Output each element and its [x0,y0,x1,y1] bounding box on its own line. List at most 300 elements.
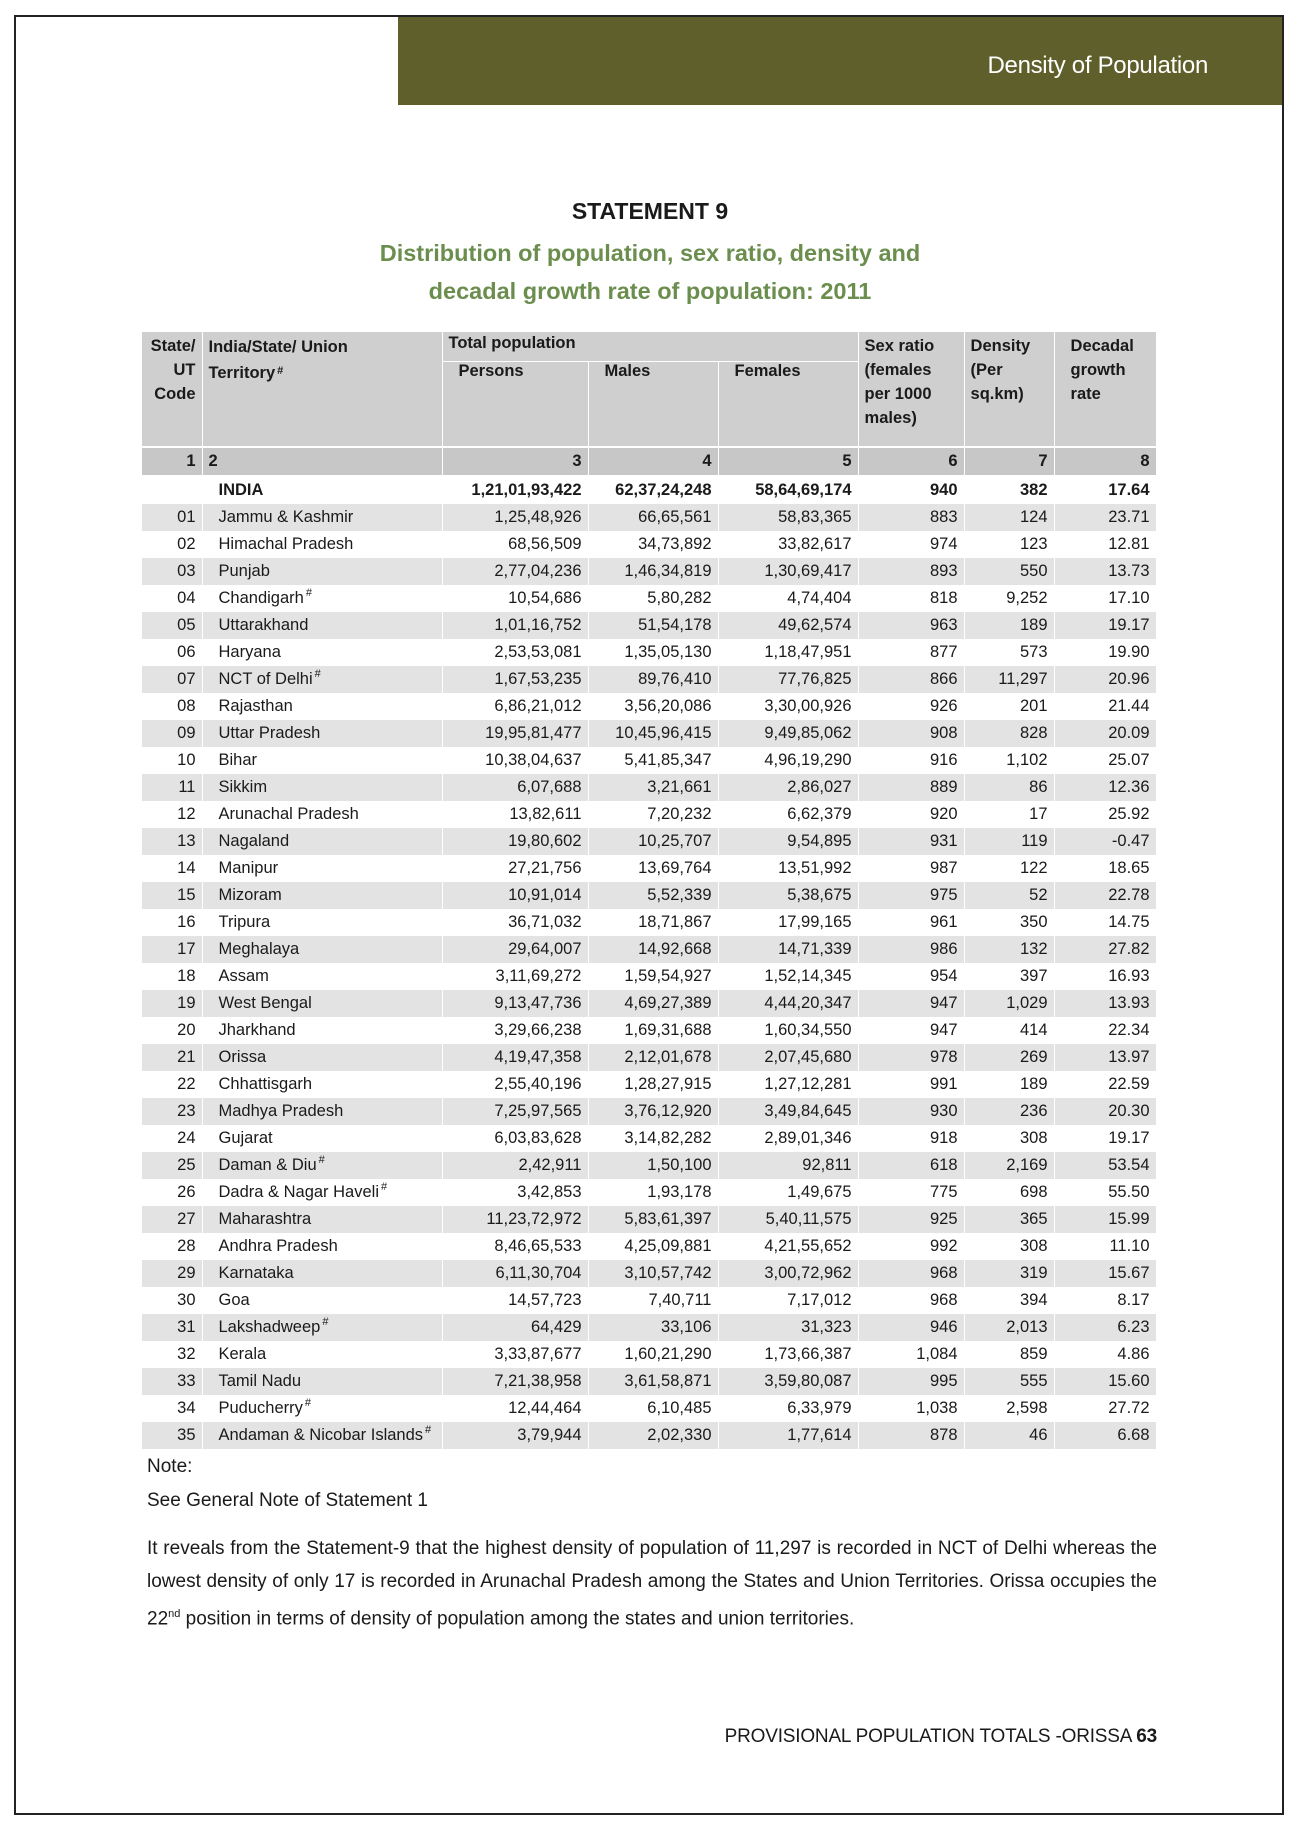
state-name [202,1422,442,1449]
males-value: 3,61,58,871 [588,1368,718,1395]
growth-value: 6.68 [1054,1422,1156,1449]
table-row [142,801,1156,828]
header-sex-ratio [858,332,964,447]
state-name [202,1179,442,1206]
sex-ratio-value: 1,038 [858,1395,964,1422]
paragraph-ordinal-suffix: nd [168,1608,181,1620]
males-value: 3,76,12,920 [588,1098,718,1125]
state-code: 30 [142,1287,202,1314]
table-row [142,1071,1156,1098]
state-name-text: Jharkhand [218,1021,296,1039]
sex-ratio-value: 987 [858,855,964,882]
state-name-text: Madhya Pradesh [218,1102,344,1120]
males-value: 4,25,09,881 [588,1233,718,1260]
growth-value: 20.96 [1054,666,1156,693]
sex-ratio-value: 947 [858,990,964,1017]
persons-value: 3,79,944 [442,1422,588,1449]
females-value: 49,62,574 [718,612,858,639]
state-name-text: Sikkim [218,778,268,796]
density-value: 132 [964,936,1054,963]
column-number: 6 [858,447,964,476]
sex-ratio-value: 877 [858,639,964,666]
india-density: 382 [964,476,1054,504]
growth-value: 15.99 [1054,1206,1156,1233]
growth-value: 4.86 [1054,1341,1156,1368]
state-code: 03 [142,558,202,585]
sex-ratio-value: 883 [858,504,964,531]
sex-ratio-value: 1,084 [858,1341,964,1368]
state-name-text: Chandigarh [218,589,304,607]
state-code: 09 [142,720,202,747]
statement-number: STATEMENT 9 [571,198,729,224]
sex-ratio-value: 925 [858,1206,964,1233]
state-code: 33 [142,1368,202,1395]
state-code: 18 [142,963,202,990]
persons-value: 2,77,04,236 [442,558,588,585]
state-name-text: Orissa [218,1048,267,1066]
females-value: 9,49,85,062 [718,720,858,747]
header-growth-label: Decadal growth rate [1070,337,1134,403]
males-value: 3,10,57,742 [588,1260,718,1287]
population-table [142,332,1157,1449]
header-males: Males [588,362,718,447]
state-name-text: Meghalaya [218,940,300,958]
state-name-text: Bihar [218,751,258,769]
state-code: 27 [142,1206,202,1233]
state-name-text: Punjab [218,562,270,580]
india-growth: 17.64 [1054,476,1156,504]
males-value: 5,52,339 [588,882,718,909]
header-name [202,332,442,447]
sex-ratio-value: 974 [858,531,964,558]
sex-ratio-value: 954 [858,963,964,990]
males-value: 51,54,178 [588,612,718,639]
state-name-text: Uttarakhand [218,616,309,634]
state-name-text: Manipur [218,859,279,877]
growth-value: 11.10 [1054,1233,1156,1260]
state-name [202,1368,442,1395]
india-name: INDIA [202,476,442,504]
growth-value: 25.07 [1054,747,1156,774]
table-row [142,936,1156,963]
state-name-text: Assam [218,967,269,985]
persons-value: 27,21,756 [442,855,588,882]
females-value: 6,33,979 [718,1395,858,1422]
males-value: 5,83,61,397 [588,1206,718,1233]
table-row [142,639,1156,666]
persons-value: 2,53,53,081 [442,639,588,666]
state-name [202,1395,442,1422]
hash-mark: # [277,365,284,377]
males-value: 89,76,410 [588,666,718,693]
state-code: 04 [142,585,202,612]
header-sex-ratio-label: Sex ratio (females per 1000 males) [864,337,935,427]
females-value: 31,323 [718,1314,858,1341]
growth-value: 55.50 [1054,1179,1156,1206]
section-title: Density of Population [987,52,1208,79]
state-name-text: Karnataka [218,1264,294,1282]
sex-ratio-value: 991 [858,1071,964,1098]
growth-value: 19.17 [1054,1125,1156,1152]
females-value: 3,49,84,645 [718,1098,858,1125]
table-row [142,747,1156,774]
males-value: 66,65,561 [588,504,718,531]
males-value: 10,25,707 [588,828,718,855]
state-code: 22 [142,1071,202,1098]
density-value: 859 [964,1341,1054,1368]
column-number: 3 [442,447,588,476]
females-value: 1,77,614 [718,1422,858,1449]
males-value: 7,40,711 [588,1287,718,1314]
persons-value: 9,13,47,736 [442,990,588,1017]
density-value: 122 [964,855,1054,882]
state-name [202,666,442,693]
state-name [202,531,442,558]
persons-value: 6,03,83,628 [442,1125,588,1152]
sex-ratio-value: 893 [858,558,964,585]
table-row [142,1341,1156,1368]
union-territory-mark: # [381,1181,388,1193]
state-name-text: Andaman & Nicobar Islands [218,1426,424,1444]
females-value: 1,30,69,417 [718,558,858,585]
state-code: 20 [142,1017,202,1044]
persons-value: 19,95,81,477 [442,720,588,747]
females-value: 14,71,339 [718,936,858,963]
table-row [142,1179,1156,1206]
statement-title [0,234,1300,310]
table-row [142,774,1156,801]
males-value: 34,73,892 [588,531,718,558]
state-code: 02 [142,531,202,558]
state-name [202,1098,442,1125]
table-row [142,1314,1156,1341]
table-row [142,963,1156,990]
paragraph-text-2: position in terms of density of population among the states and union territories. [180,1608,855,1630]
state-name [202,1287,442,1314]
column-number: 4 [588,447,718,476]
union-territory-mark: # [314,668,321,680]
table-row [142,1044,1156,1071]
females-value: 6,62,379 [718,801,858,828]
growth-value: 27.72 [1054,1395,1156,1422]
state-name [202,1017,442,1044]
persons-value: 8,46,65,533 [442,1233,588,1260]
density-value: 414 [964,1017,1054,1044]
note [147,1450,428,1518]
union-territory-mark: # [304,1397,312,1409]
density-value: 2,598 [964,1395,1054,1422]
state-name-text: Tamil Nadu [218,1372,302,1390]
growth-value: 15.60 [1054,1368,1156,1395]
density-value: 123 [964,531,1054,558]
table-row [142,882,1156,909]
header-name-label [209,334,349,386]
persons-value: 1,01,16,752 [442,612,588,639]
growth-value: 23.71 [1054,504,1156,531]
males-value: 7,20,232 [588,801,718,828]
females-value: 2,07,45,680 [718,1044,858,1071]
growth-value: 6.23 [1054,1314,1156,1341]
growth-value: 13.97 [1054,1044,1156,1071]
density-value: 2,013 [964,1314,1054,1341]
persons-value: 10,38,04,637 [442,747,588,774]
column-number: 2 [202,447,442,476]
growth-value: 22.78 [1054,882,1156,909]
table-row [142,1206,1156,1233]
state-code: 23 [142,1098,202,1125]
persons-value: 6,86,21,012 [442,693,588,720]
females-value: 1,52,14,345 [718,963,858,990]
page-number: 63 [1136,1726,1157,1747]
persons-value: 1,67,53,235 [442,666,588,693]
males-value: 3,21,661 [588,774,718,801]
state-name [202,936,442,963]
persons-value: 3,11,69,272 [442,963,588,990]
growth-value: 12.81 [1054,531,1156,558]
paragraph-text-1: It reveals from the Statement-9 that the highest density of population of 11,297 is recorded in NCT of Delhi whereas the lowest density of only 17 is recorded in Arunachal Pradesh among the States and Union Territories. Orissa occupies the 22 [147,1538,1157,1630]
state-name [202,693,442,720]
females-value: 3,00,72,962 [718,1260,858,1287]
males-value: 1,59,54,927 [588,963,718,990]
state-code: 12 [142,801,202,828]
females-value: 33,82,617 [718,531,858,558]
state-name [202,558,442,585]
sex-ratio-value: 975 [858,882,964,909]
state-name-text: Himachal Pradesh [218,535,354,553]
males-value: 2,12,01,678 [588,1044,718,1071]
density-value: 86 [964,774,1054,801]
sex-ratio-value: 878 [858,1422,964,1449]
column-number: 1 [142,447,202,476]
males-value: 3,56,20,086 [588,693,718,720]
sex-ratio-value: 963 [858,612,964,639]
state-name [202,828,442,855]
state-name [202,1152,442,1179]
column-number: 5 [718,447,858,476]
state-name-text: Lakshadweep [218,1318,321,1336]
growth-value: 22.59 [1054,1071,1156,1098]
density-value: 2,169 [964,1152,1054,1179]
growth-value: 17.10 [1054,585,1156,612]
sex-ratio-value: 986 [858,936,964,963]
state-name [202,720,442,747]
state-name [202,774,442,801]
density-value: 9,252 [964,585,1054,612]
sex-ratio-value: 931 [858,828,964,855]
state-name-text: Goa [218,1291,250,1309]
state-code: 13 [142,828,202,855]
growth-value: 21.44 [1054,693,1156,720]
state-code: 10 [142,747,202,774]
state-name [202,882,442,909]
density-value: 828 [964,720,1054,747]
india-row [142,476,1156,504]
females-value: 1,27,12,281 [718,1071,858,1098]
females-value: 1,18,47,951 [718,639,858,666]
growth-value: 53.54 [1054,1152,1156,1179]
sex-ratio-value: 946 [858,1314,964,1341]
state-name-text: NCT of Delhi [218,670,313,688]
state-code: 16 [142,909,202,936]
table-row [142,1287,1156,1314]
state-code: 24 [142,1125,202,1152]
density-value: 17 [964,801,1054,828]
density-value: 236 [964,1098,1054,1125]
persons-value: 10,54,686 [442,585,588,612]
state-code: 07 [142,666,202,693]
sex-ratio-value: 920 [858,801,964,828]
state-name [202,1260,442,1287]
page-footer [725,1726,1157,1748]
males-value: 13,69,764 [588,855,718,882]
sex-ratio-value: 926 [858,693,964,720]
column-number: 7 [964,447,1054,476]
note-label: Note: [147,1456,193,1477]
growth-value: 8.17 [1054,1287,1156,1314]
density-value: 550 [964,558,1054,585]
density-value: 52 [964,882,1054,909]
table-row [142,531,1156,558]
column-number: 8 [1054,447,1156,476]
state-name-text: Andhra Pradesh [218,1237,338,1255]
females-value: 1,49,675 [718,1179,858,1206]
union-territory-mark: # [322,1316,329,1328]
density-value: 573 [964,639,1054,666]
table-row [142,909,1156,936]
sex-ratio-value: 918 [858,1125,964,1152]
density-value: 189 [964,612,1054,639]
males-value: 14,92,668 [588,936,718,963]
header-total-population: Total population [442,332,858,362]
females-value: 13,51,992 [718,855,858,882]
females-value: 1,73,66,387 [718,1341,858,1368]
persons-value: 7,21,38,958 [442,1368,588,1395]
persons-value: 14,57,723 [442,1287,588,1314]
males-value: 1,93,178 [588,1179,718,1206]
females-value: 4,96,19,290 [718,747,858,774]
state-name-text: Tripura [218,913,271,931]
note-text: See General Note of Statement 1 [147,1490,428,1511]
females-value: 3,59,80,087 [718,1368,858,1395]
state-name-text: West Bengal [218,994,312,1012]
growth-value: 20.30 [1054,1098,1156,1125]
persons-value: 3,33,87,677 [442,1341,588,1368]
density-value: 1,029 [964,990,1054,1017]
table-row [142,666,1156,693]
density-value: 397 [964,963,1054,990]
persons-value: 29,64,007 [442,936,588,963]
state-code: 34 [142,1395,202,1422]
females-value: 9,54,895 [718,828,858,855]
persons-value: 10,91,014 [442,882,588,909]
persons-value: 12,44,464 [442,1395,588,1422]
table-row [142,1260,1156,1287]
growth-value: 12.36 [1054,774,1156,801]
sex-ratio-value: 818 [858,585,964,612]
density-value: 189 [964,1071,1054,1098]
state-name-text: Arunachal Pradesh [218,805,359,823]
header-code-label: State/ UT Code [150,337,196,403]
growth-value: 27.82 [1054,936,1156,963]
growth-value: -0.47 [1054,828,1156,855]
summary-paragraph [147,1532,1157,1635]
males-value: 6,10,485 [588,1395,718,1422]
persons-value: 64,429 [442,1314,588,1341]
header-growth [1054,332,1156,447]
sex-ratio-value: 930 [858,1098,964,1125]
state-name [202,963,442,990]
density-value: 308 [964,1233,1054,1260]
state-name [202,990,442,1017]
growth-value: 20.09 [1054,720,1156,747]
sex-ratio-value: 618 [858,1152,964,1179]
table-row [142,1098,1156,1125]
females-value: 4,44,20,347 [718,990,858,1017]
males-value: 5,80,282 [588,585,718,612]
union-territory-mark: # [425,1424,432,1436]
state-code: 14 [142,855,202,882]
state-name-text: Kerala [218,1345,267,1363]
density-value: 555 [964,1368,1054,1395]
males-value: 10,45,96,415 [588,720,718,747]
males-value: 33,106 [588,1314,718,1341]
table-row [142,855,1156,882]
density-value: 269 [964,1044,1054,1071]
statement-title-line-1: Distribution of population, sex ratio, density and [379,240,921,266]
growth-value: 15.67 [1054,1260,1156,1287]
sex-ratio-value: 978 [858,1044,964,1071]
growth-value: 14.75 [1054,909,1156,936]
males-value: 1,60,21,290 [588,1341,718,1368]
density-value: 394 [964,1287,1054,1314]
sex-ratio-value: 992 [858,1233,964,1260]
india-females: 58,64,69,174 [718,476,858,504]
density-value: 365 [964,1206,1054,1233]
females-value: 2,86,027 [718,774,858,801]
table-row [142,828,1156,855]
persons-value: 68,56,509 [442,531,588,558]
density-value: 1,102 [964,747,1054,774]
state-code: 28 [142,1233,202,1260]
sex-ratio-value: 968 [858,1260,964,1287]
state-name-text: Puducherry [218,1399,303,1417]
state-name [202,639,442,666]
state-name-text: Rajasthan [218,697,293,715]
state-code: 06 [142,639,202,666]
persons-value: 19,80,602 [442,828,588,855]
header-density [964,332,1054,447]
growth-value: 18.65 [1054,855,1156,882]
table-row [142,504,1156,531]
state-code: 31 [142,1314,202,1341]
table-row [142,1152,1156,1179]
footer-label: PROVISIONAL POPULATION TOTALS -ORISSA [724,1726,1132,1747]
table-row [142,693,1156,720]
state-name [202,747,442,774]
state-name [202,1044,442,1071]
density-value: 11,297 [964,666,1054,693]
india-males: 62,37,24,248 [588,476,718,504]
state-name [202,585,442,612]
males-value: 1,35,05,130 [588,639,718,666]
india-persons: 1,21,01,93,422 [442,476,588,504]
persons-value: 3,29,66,238 [442,1017,588,1044]
females-value: 5,38,675 [718,882,858,909]
header-name-text: India/State/ Union Territory [208,338,348,382]
females-value: 5,40,11,575 [718,1206,858,1233]
persons-value: 6,07,688 [442,774,588,801]
state-name-text: Jammu & Kashmir [218,508,354,526]
